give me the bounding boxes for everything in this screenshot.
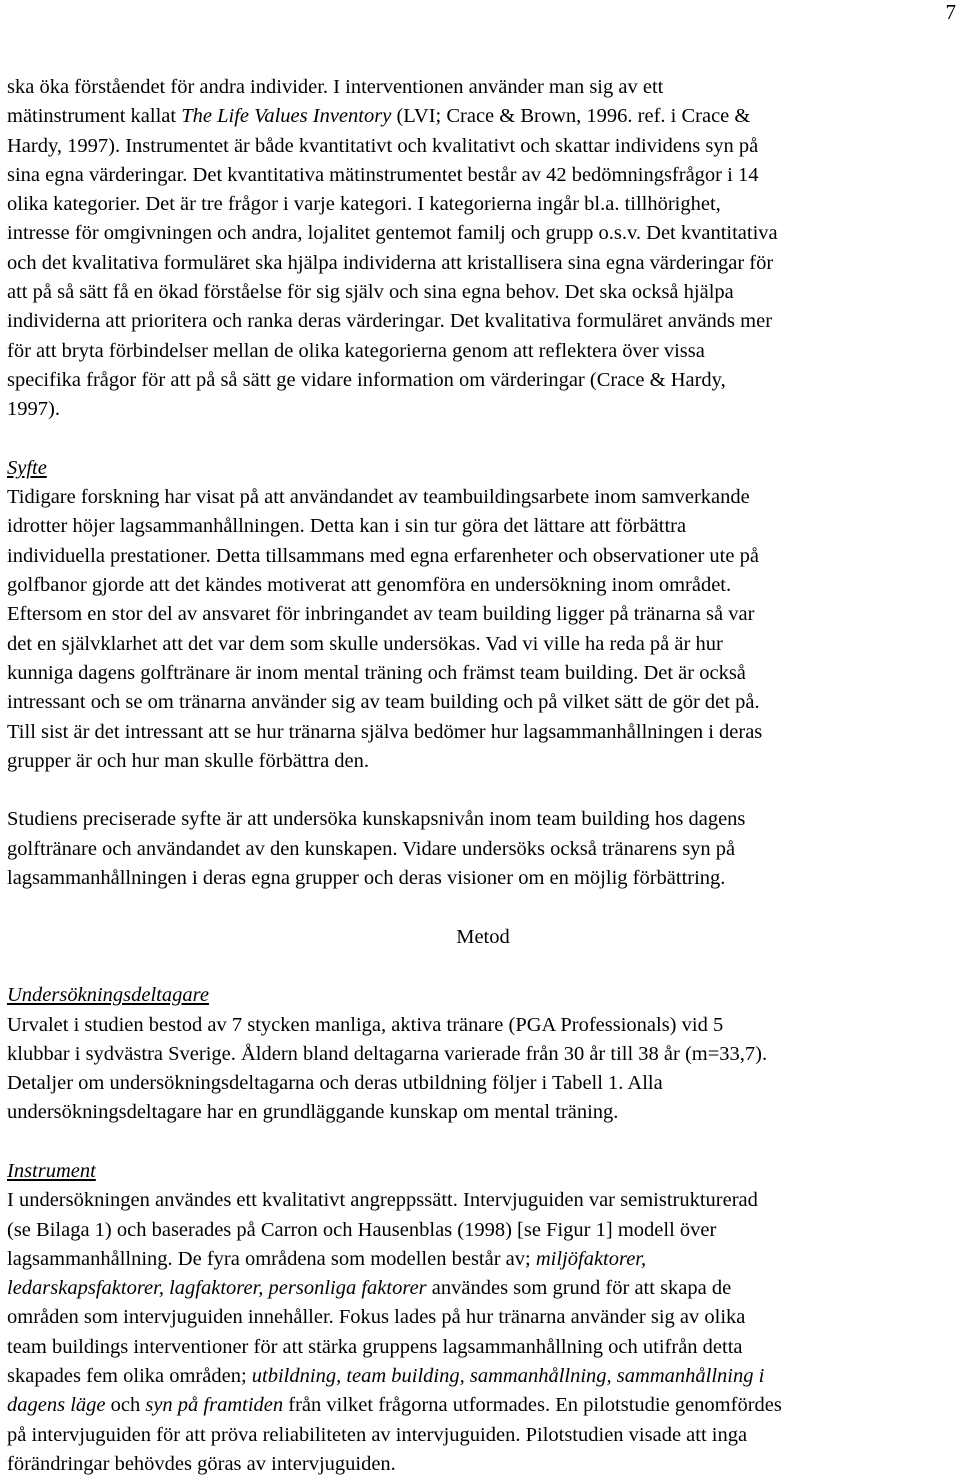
text-line: [7, 219, 959, 248]
text-segment: grupper är och hur man skulle förbättra den.: [7, 749, 370, 772]
text-line: [7, 659, 959, 688]
text-line: [7, 395, 959, 424]
instrument-paragraph: [7, 1186, 959, 1479]
text-line: [7, 307, 959, 336]
text-line: [7, 1421, 959, 1450]
text-segment: 1997).: [7, 398, 60, 421]
text-line: [7, 1216, 959, 1245]
text-segment: att på så sätt få en ökad förståelse för sig själv och sina egna behov. Det ska också hjälpa: [7, 281, 734, 304]
text-segment: skapades fem olika områden;: [7, 1365, 252, 1388]
text-line: [7, 1333, 959, 1362]
text-line: [7, 718, 959, 747]
text-segment: Tidigare forskning har visat på att användandet av teambuildingsarbete inom samverkande: [7, 486, 750, 509]
text-segment: intresse för omgivningen och andra, lojalitet gentemot familj och grupp o.s.v. Det kvantitativa: [7, 222, 778, 245]
text-line: [7, 1450, 959, 1479]
text-segment: individuella prestationer. Detta tillsammans med egna erfarenheter och observationer ute på: [7, 544, 759, 567]
text-segment: Till sist är det intressant att se hur tränarna själva bedömer hur lagsammanhållningen i deras: [7, 720, 763, 743]
text-line: [7, 1274, 959, 1303]
text-segment: Studiens preciserade syfte är att undersöka kunskapsnivån inom team building hos dagens: [7, 808, 746, 831]
text-line: [7, 102, 959, 131]
text-line: [7, 337, 959, 366]
syfte-paragraph-2: [7, 805, 959, 893]
text-segment: (LVI; Crace & Brown, 1996. ref. i Crace &: [391, 105, 751, 128]
section-heading-instrument: Instrument: [7, 1159, 96, 1182]
section-heading-syfte: Syfte: [7, 456, 47, 479]
italic-text: ledarskapsfaktorer, lagfaktorer, personliga faktorer: [7, 1277, 427, 1300]
text-segment: Eftersom en stor del av ansvaret för inbringandet av team building ligger på tränarna så var: [7, 603, 755, 626]
text-line: [7, 1069, 959, 1098]
italic-text: miljöfaktorer,: [535, 1247, 647, 1270]
text-line: [7, 805, 959, 834]
text-segment: team buildings interventioner för att stärka gruppens lagsammanhållning och utifrån detta: [7, 1335, 743, 1358]
text-segment: för att bryta förbindelser mellan de olika kategorierna genom att reflektera över vissa: [7, 339, 705, 362]
section-heading-undersokningsdeltagare: Undersökningsdeltagare: [7, 984, 209, 1007]
text-segment: på intervjuguiden för att pröva reliabiliteten av intervjuguiden. Pilotstudien visade att inga: [7, 1423, 748, 1446]
text-segment: I undersökningen användes ett kvalitativt angreppssätt. Intervjuguiden var semistrukturerad: [7, 1189, 758, 1212]
italic-text: dagens läge: [7, 1394, 106, 1417]
text-segment: intressant och se om tränarna använder sig av team building och på vilket sätt de gör det på.: [7, 691, 760, 714]
italic-text: syn på framtiden: [145, 1394, 284, 1417]
deltagare-paragraph: [7, 1011, 959, 1128]
text-line: [7, 1186, 959, 1215]
text-segment: undersökningsdeltagare har en grundläggande kunskap om mental träning.: [7, 1101, 619, 1124]
text-segment: (se Bilaga 1) och baserades på Carron och Hausenblas (1998) [se Figur 1] modell över: [7, 1218, 717, 1241]
document-body: [7, 73, 959, 1479]
text-line: [7, 512, 959, 541]
text-line: [7, 864, 959, 893]
text-segment: det en självklarhet att det var dem som skulle undersökas. Vad vi ville ha reda på är hur: [7, 632, 723, 655]
text-segment: användes som grund för att skapa de: [426, 1277, 732, 1300]
text-segment: golftränare och användandet av den kunskapen. Vidare undersöks också tränarens syn på: [7, 837, 736, 860]
text-segment: sina egna värderingar. Det kvantitativa mätinstrumentet består av 42 bedömningsfrågor i 14: [7, 163, 759, 186]
text-segment: från vilket frågorna utformades. En pilotstudie genomfördes: [283, 1394, 782, 1417]
text-segment: lagsammanhållningen i deras egna grupper och deras visioner om en möjlig förbättring.: [7, 867, 726, 890]
text-line: [7, 1011, 959, 1040]
text-segment: olika kategorier. Det är tre frågor i varje kategori. I kategorierna ingår bl.a. tillhörighet,: [7, 193, 721, 216]
text-segment: lagsammanhållning. De fyra områdena som modellen består av;: [7, 1247, 536, 1270]
text-segment: Urvalet i studien bestod av 7 stycken manliga, aktiva tränare (PGA Professionals) vid 5: [7, 1013, 724, 1036]
text-segment: kunniga dagens golftränare är inom mental träning och främst team building. Det är också: [7, 661, 746, 684]
page-number: 7: [945, 0, 956, 24]
text-segment: och det kvalitativa formuläret ska hjälpa individerna att kristallisera sina egna värderingar för: [7, 251, 774, 274]
text-line: [7, 1391, 959, 1420]
text-segment: områden som intervjuguiden innehåller. Fokus lades på hur tränarna använder sig av olika: [7, 1306, 746, 1329]
text-line: [7, 190, 959, 219]
text-line: [7, 73, 959, 102]
text-segment: mätinstrument kallat: [7, 105, 182, 128]
syfte-paragraph: [7, 483, 959, 776]
section-heading-metod: Metod: [456, 925, 510, 948]
text-line: [7, 542, 959, 571]
text-line: [7, 571, 959, 600]
text-line: [7, 747, 959, 776]
text-line: [7, 630, 959, 659]
text-segment: Detaljer om undersökningsdeltagarna och deras utbildning följer i Tabell 1. Alla: [7, 1072, 663, 1095]
italic-text: utbildning, team building, sammanhållning, sammanhållning i: [251, 1365, 765, 1388]
text-line: [7, 132, 959, 161]
text-segment: klubbar i sydvästra Sverige. Åldern bland deltagarna varierade från 30 år till 38 år (m=33,7).: [7, 1042, 768, 1065]
text-line: [7, 688, 959, 717]
text-line: [7, 835, 959, 864]
text-line: [7, 1040, 959, 1069]
text-line: [7, 483, 959, 512]
text-line: [7, 1098, 959, 1127]
text-line: [7, 249, 959, 278]
text-segment: specifika frågor för att på så sätt ge vidare information om värderingar (Crace & Hardy,: [7, 368, 726, 391]
text-line: [7, 600, 959, 629]
text-segment: förändringar behövdes göras av intervjuguiden.: [7, 1452, 396, 1475]
text-segment: Hardy, 1997). Instrumentet är både kvantitativt och kvalitativt och skattar individens syn på: [7, 134, 759, 157]
text-segment: ska öka förståendet för andra individer. I interventionen använder man sig av ett: [7, 76, 664, 98]
text-segment: idrotter höjer lagsammanhållningen. Detta kan i sin tur göra det lättare att förbättra: [7, 515, 687, 538]
text-line: [7, 161, 959, 190]
text-segment: individerna att prioritera och ranka deras värderingar. Det kvalitativa formuläret används mer: [7, 310, 773, 333]
text-line: [7, 1362, 959, 1391]
text-line: [7, 366, 959, 395]
text-line: [7, 1303, 959, 1332]
intro-paragraph: [7, 73, 959, 425]
text-line: [7, 1245, 959, 1274]
italic-text: The Life Values Inventory: [181, 105, 392, 128]
text-segment: och: [105, 1394, 146, 1417]
text-line: [7, 278, 959, 307]
text-segment: golfbanor gjorde att det kändes motiverat att genomföra en undersökning inom området.: [7, 574, 732, 597]
